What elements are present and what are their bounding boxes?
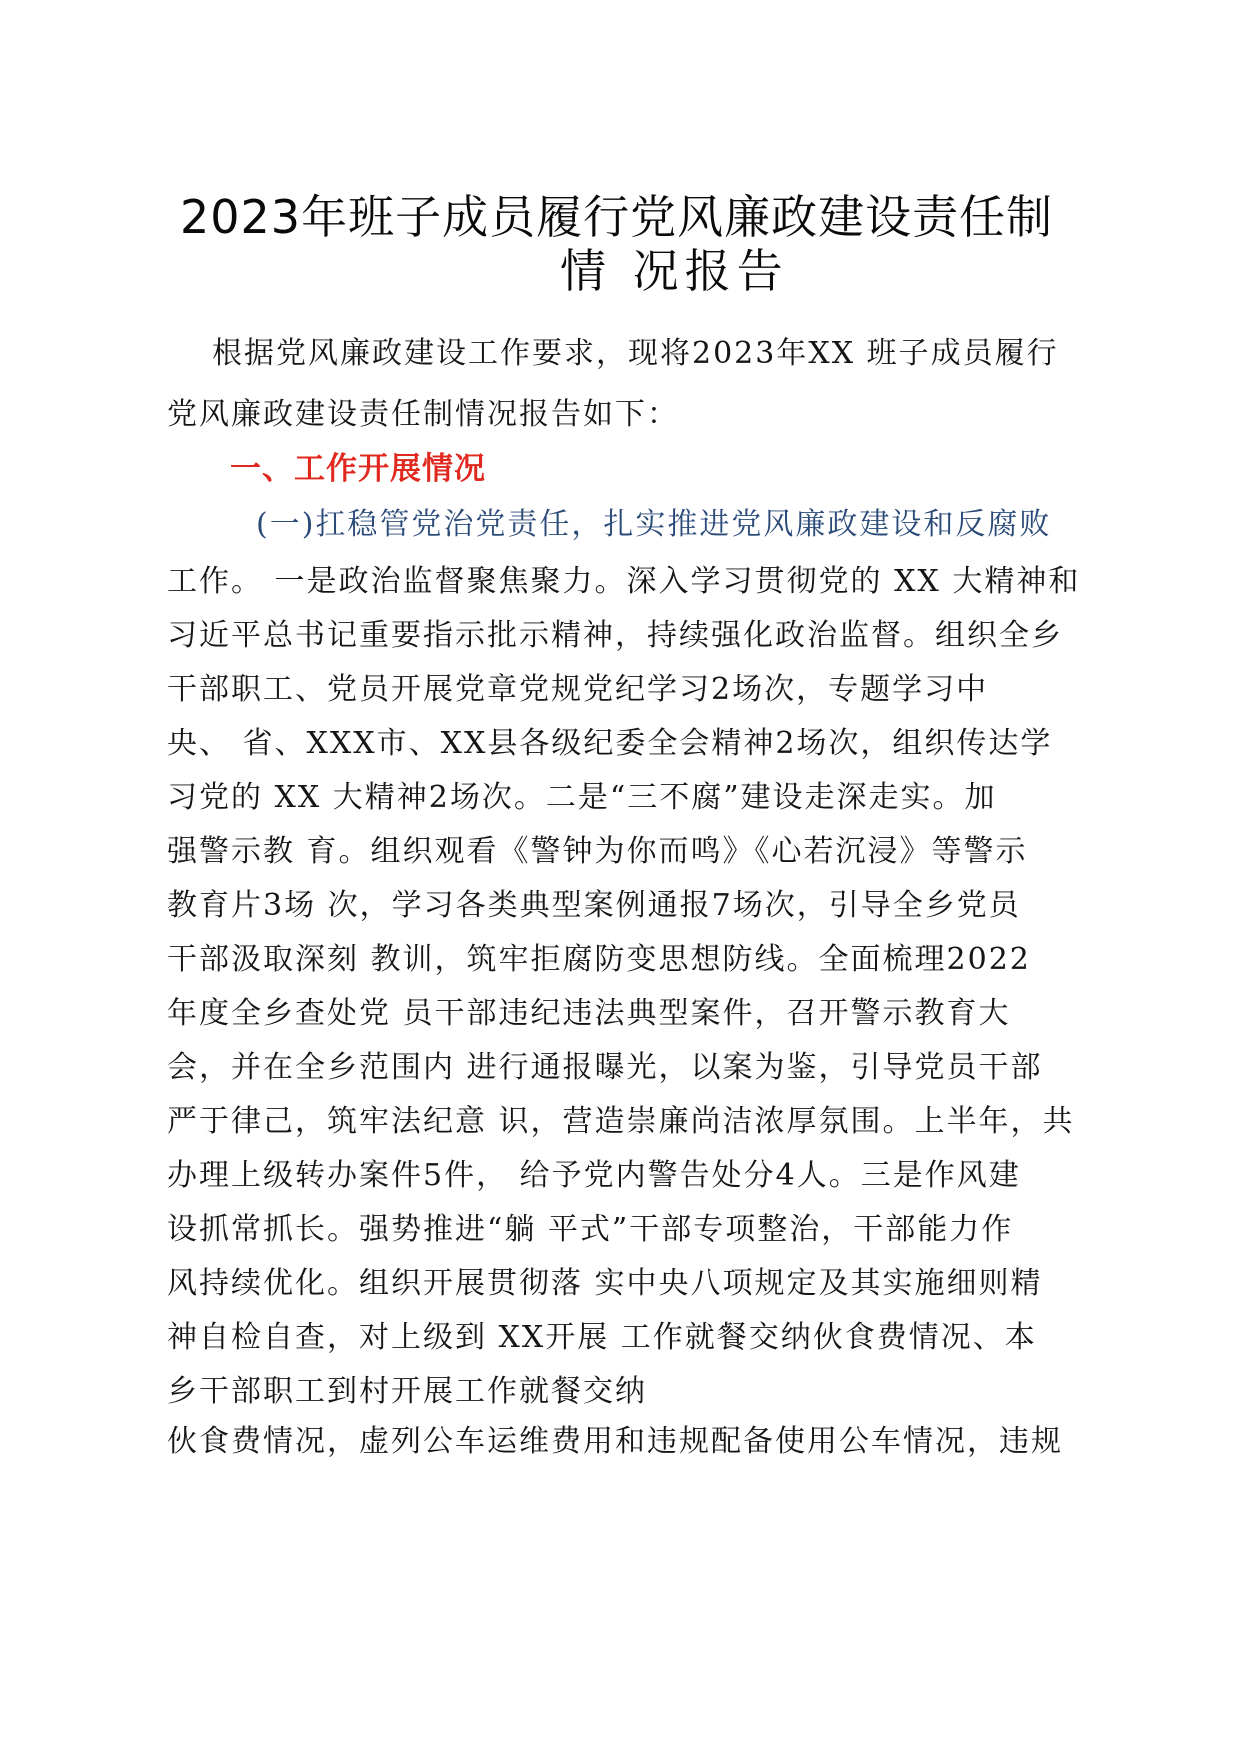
body-line: 会，并在全乡范围内 进行通报曝光，以案为鉴，引导党员干部 (167, 1050, 1043, 1085)
section-heading: 一、工作开展情况 (230, 451, 486, 487)
subsection-heading: (一)扛稳管党治党责任，扎实推进党风廉政建设和反腐败 (256, 507, 1052, 542)
body-line: 习党的 XX 大精神2场次。二是“三不腐”建设走深走实。加 (167, 780, 997, 815)
body-line: 干部职工、党员开展党章党规党纪学习2场次，专题学习中 (167, 672, 989, 707)
body-line: 干部汲取深刻 教训，筑牢拒腐防变思想防线。全面梳理2022 (167, 942, 1031, 977)
body-line: 央、 省、XXX市、XX县各级纪委全会精神2场次，组织传达学 (167, 726, 1053, 761)
intro-line-1: 根据党风廉政建设工作要求，现将2023年XX 班子成员履行 (212, 336, 1059, 371)
body-line: 严于律己，筑牢法纪意 识，营造崇廉尚洁浓厚氛围。上半年，共 (167, 1104, 1075, 1139)
body-line: 习近平总书记重要指示批示精神，持续强化政治监督。组织全乡 (167, 618, 1063, 653)
body-line: 设抓常抓长。强势推进“躺 平式”干部专项整治，干部能力作 (167, 1212, 1014, 1247)
body-line: 强警示教 育。组织观看《警钟为你而鸣》《心若沉浸》等警示 (167, 834, 1028, 869)
page-title-line-2: 情 况报告 (560, 244, 789, 298)
body-line: 伙食费情况，虚列公车运维费用和违规配备使用公车情况，违规 (167, 1424, 1063, 1459)
body-line: 风持续优化。组织开展贯彻落 实中央八项规定及其实施细则精 (167, 1266, 1043, 1301)
body-line: 工作。 一是政治监督聚焦聚力。深入学习贯彻党的 XX 大精神和 (167, 564, 1081, 599)
body-line: 乡干部职工到村开展工作就餐交纳 (167, 1374, 647, 1409)
intro-line-2: 党风廉政建设责任制情况报告如下： (167, 397, 679, 432)
body-line: 教育片3场 次，学习各类典型案例通报7场次，引导全乡党员 (167, 888, 1021, 923)
page-title-line-1: 2023年班子成员履行党风廉政建设责任制 (180, 190, 1054, 244)
body-line: 神自检自查，对上级到 XX开展 工作就餐交纳伙食费情况、本 (167, 1320, 1037, 1355)
body-line: 办理上级转办案件5件， 给予党内警告处分4人。三是作风建 (167, 1158, 1021, 1193)
body-line: 年度全乡查处党 员干部违纪违法典型案件，召开警示教育大 (167, 996, 1011, 1031)
